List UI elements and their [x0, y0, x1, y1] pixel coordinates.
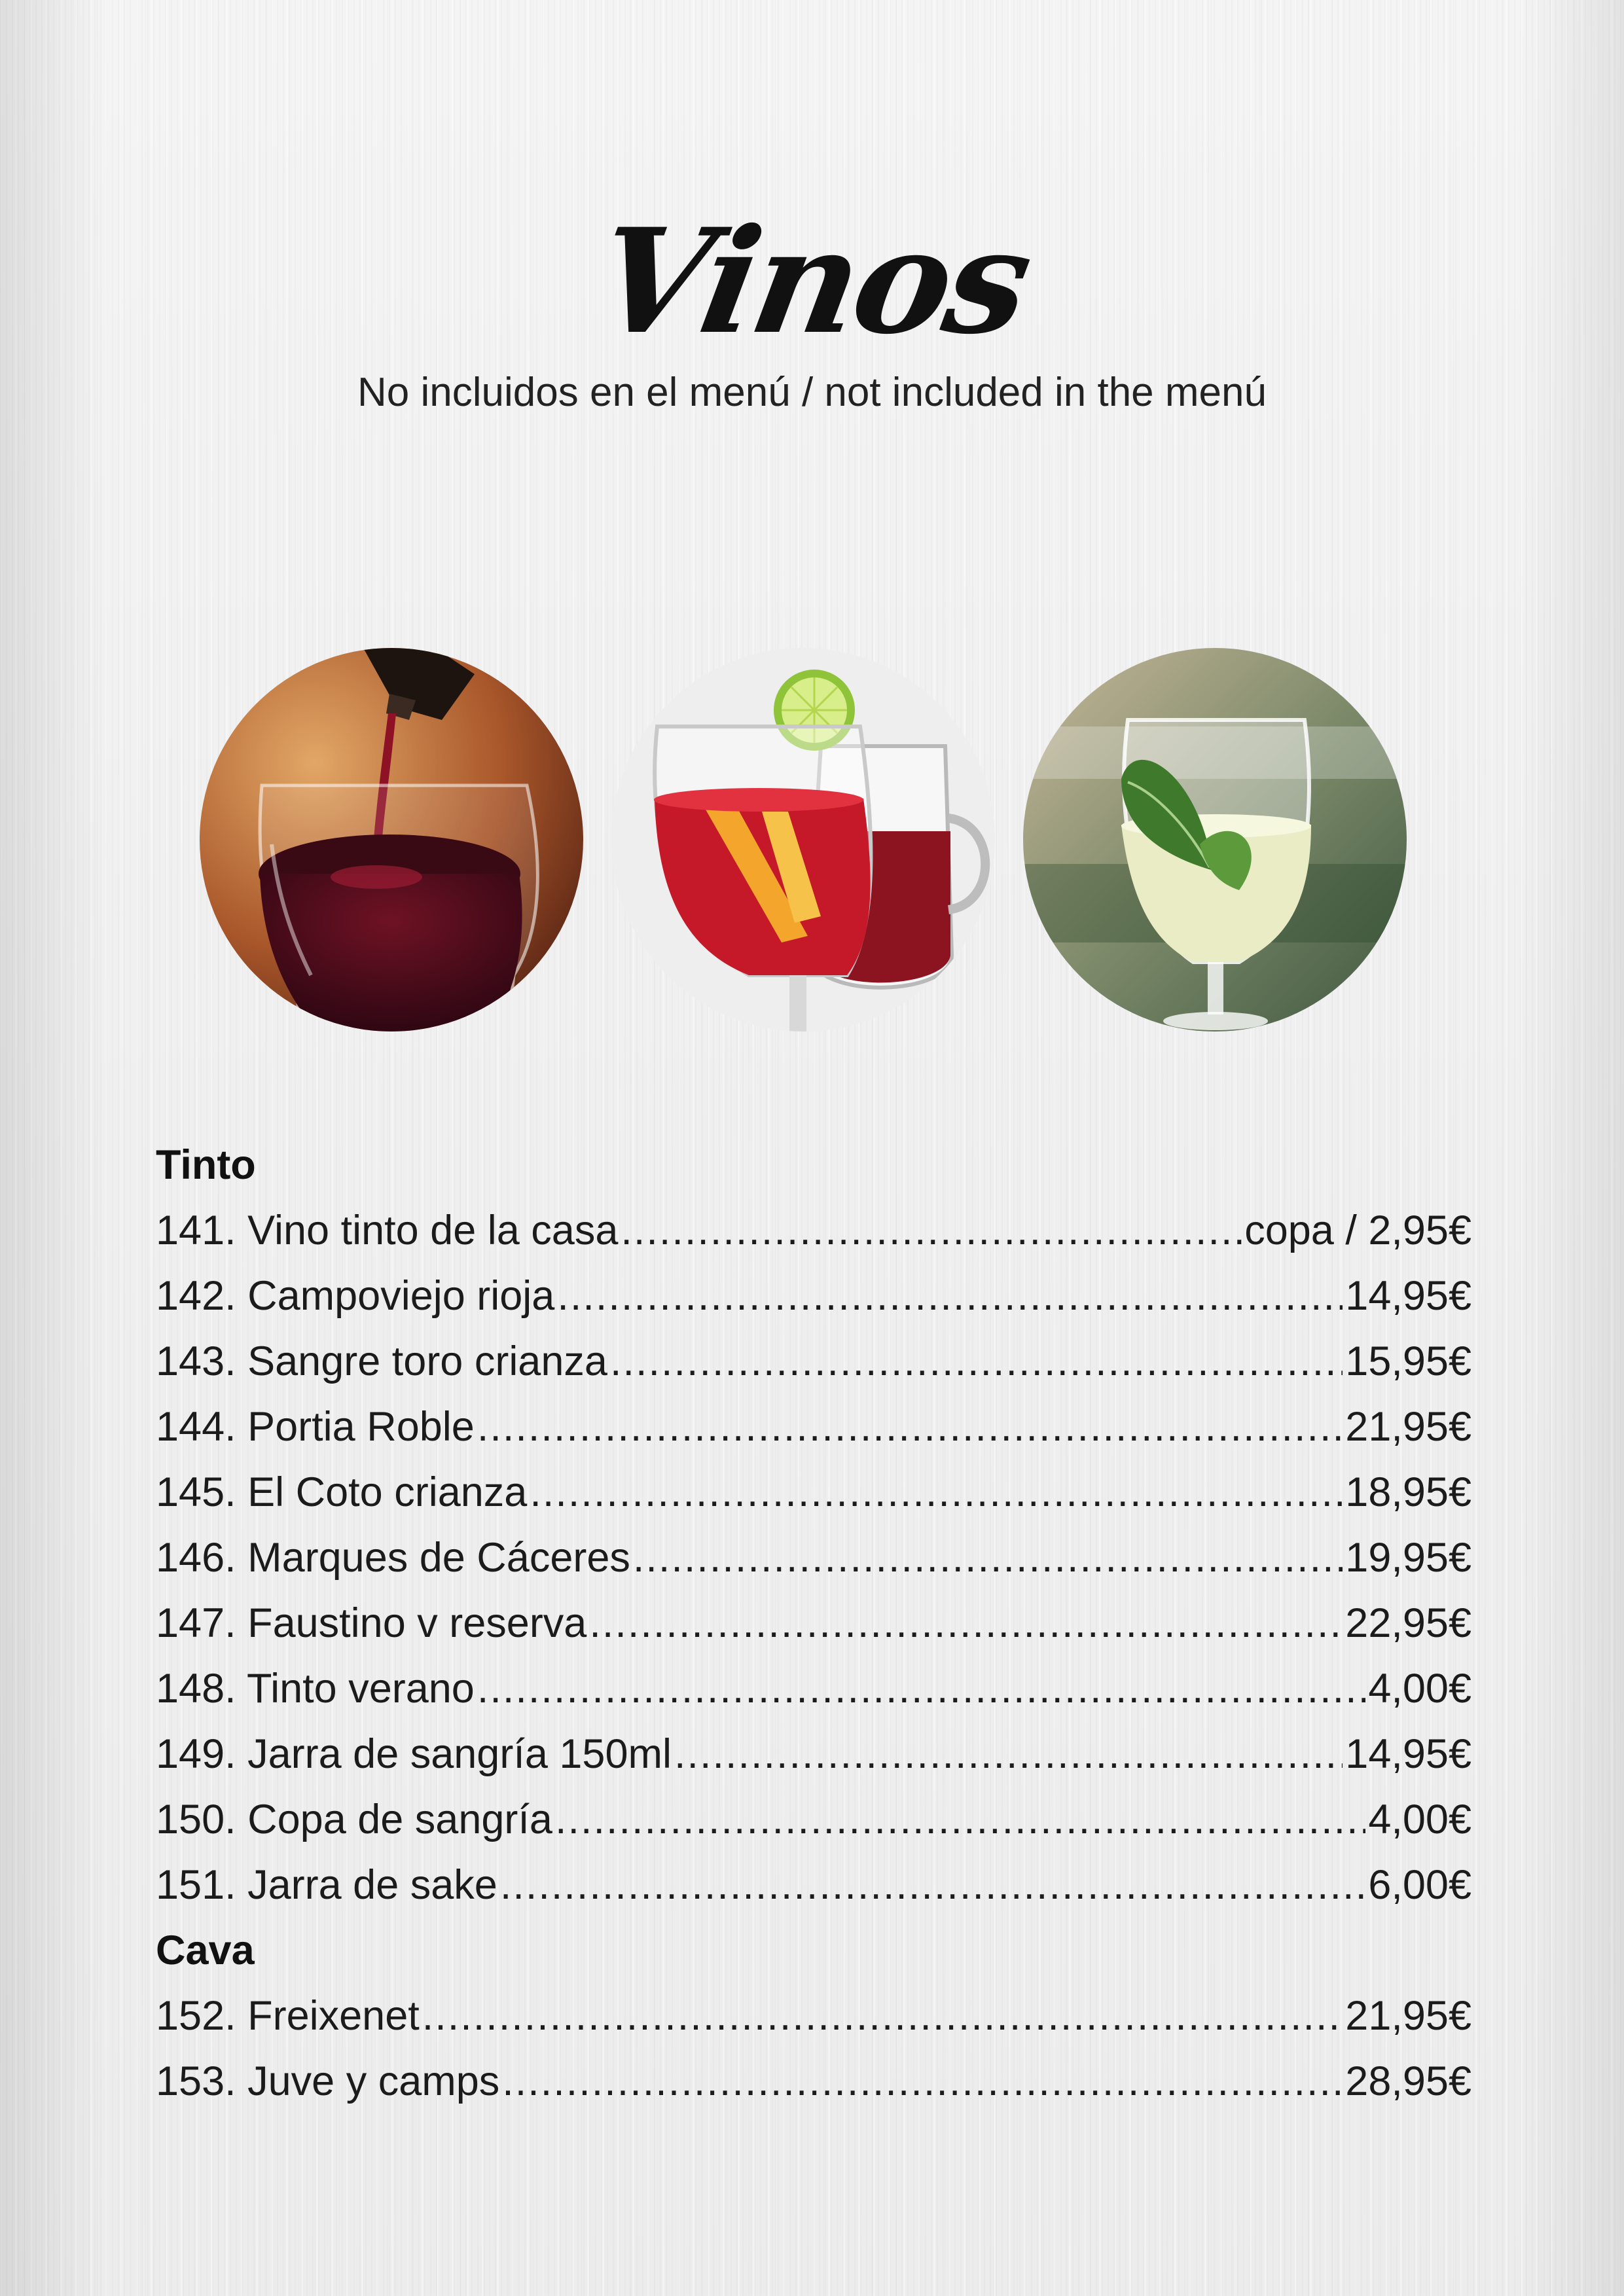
- section-heading-tinto: Tinto: [156, 1142, 256, 1188]
- item-price: 6,00€: [1368, 1862, 1471, 1908]
- menu-item: [156, 2049, 1471, 2114]
- item-price: 28,95€: [1345, 2058, 1471, 2104]
- item-name: 147. Faustino v reserva: [156, 1600, 587, 1646]
- item-name: 146. Marques de Cáceres: [156, 1535, 630, 1581]
- menu-item: [156, 1394, 1471, 1460]
- sangria-glass-photo: [611, 648, 995, 1031]
- menu-item: [156, 1198, 1471, 1263]
- item-price: 14,95€: [1345, 1731, 1471, 1777]
- item-name: 145. El Coto crianza: [156, 1469, 528, 1515]
- wine-menu: [156, 1132, 1471, 2114]
- dot-leader: [589, 1590, 1343, 1656]
- item-price: copa / 2,95€: [1244, 1208, 1471, 1253]
- menu-item: [156, 1852, 1471, 1918]
- dot-leader: [530, 1460, 1343, 1525]
- dot-leader: [422, 1983, 1343, 2049]
- menu-item: [156, 1525, 1471, 1590]
- dot-leader: [477, 1394, 1343, 1460]
- item-price: 4,00€: [1368, 1666, 1471, 1712]
- menu-item: [156, 1263, 1471, 1329]
- item-name: 143. Sangre toro crianza: [156, 1338, 607, 1384]
- dot-leader: [633, 1525, 1343, 1590]
- item-name: 153. Juve y camps: [156, 2058, 500, 2104]
- menu-item: [156, 1329, 1471, 1394]
- item-name: 151. Jarra de sake: [156, 1862, 497, 1908]
- menu-item: [156, 1787, 1471, 1852]
- dot-leader: [621, 1198, 1242, 1263]
- menu-item: [156, 1721, 1471, 1787]
- menu-item: [156, 1983, 1471, 2049]
- menu-item: [156, 1656, 1471, 1721]
- item-price: 15,95€: [1345, 1338, 1471, 1384]
- section-heading-cava: Cava: [156, 1928, 255, 1973]
- item-price: 14,95€: [1345, 1273, 1471, 1319]
- item-name: 148. Tinto verano: [156, 1666, 475, 1712]
- item-name: 144. Portia Roble: [156, 1404, 475, 1450]
- dot-leader: [502, 2049, 1343, 2114]
- dot-leader: [500, 1852, 1366, 1918]
- item-name: 152. Freixenet: [156, 1993, 420, 2039]
- menu-item: [156, 1460, 1471, 1525]
- dot-leader: [610, 1329, 1343, 1394]
- item-price: 19,95€: [1345, 1535, 1471, 1581]
- item-name: 142. Campoviejo rioja: [156, 1273, 555, 1319]
- photo-row: [0, 648, 1624, 1034]
- item-price: 4,00€: [1368, 1797, 1471, 1842]
- red-wine-pour-photo: [200, 648, 583, 1031]
- page-subtitle: No incluidos en el menú / not included in the menú: [357, 370, 1267, 415]
- menu-item: [156, 1590, 1471, 1656]
- item-price: 18,95€: [1345, 1469, 1471, 1515]
- page-title: Vinos: [584, 196, 1040, 366]
- item-price: 21,95€: [1345, 1404, 1471, 1450]
- dot-leader: [557, 1263, 1343, 1329]
- item-price: 21,95€: [1345, 1993, 1471, 2039]
- item-name: 150. Copa de sangría: [156, 1797, 552, 1842]
- item-name: 149. Jarra de sangría 150ml: [156, 1731, 672, 1777]
- dot-leader: [674, 1721, 1343, 1787]
- dot-leader: [555, 1787, 1365, 1852]
- item-name: 141. Vino tinto de la casa: [156, 1208, 619, 1253]
- dot-leader: [477, 1656, 1366, 1721]
- item-price: 22,95€: [1345, 1600, 1471, 1646]
- white-wine-mint-photo: [1023, 648, 1407, 1031]
